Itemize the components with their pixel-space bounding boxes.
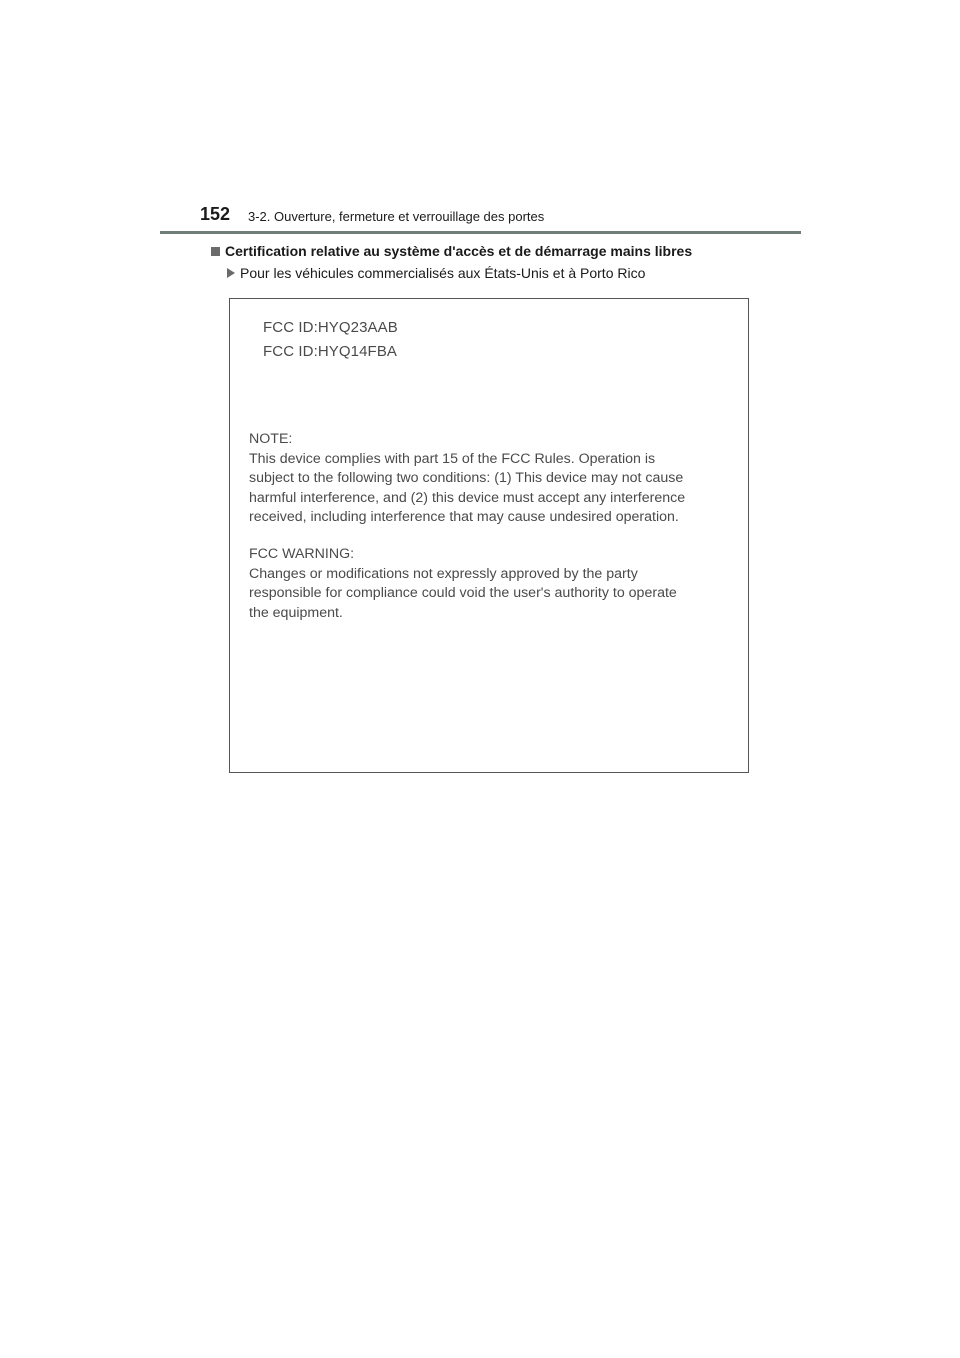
warning-line: responsible for compliance could void the user's authority to operate [249,585,677,602]
fcc-id-line: FCC ID:HYQ14FBA [263,343,398,360]
note-line: received, including interference that may cause undesired operation. [249,509,679,526]
warning-title: FCC WARNING: [249,546,355,562]
note-line: harmful interference, and (2) this device must accept any interference [249,489,686,506]
fcc-label-image [229,298,749,773]
page-number: 152 [200,204,231,224]
warning-line: Changes or modifications not expressly approved by the party [249,565,638,582]
heading-text: Certification relative au système d'accès et de démarrage mains libres [225,243,693,259]
fcc-id-line: FCC ID:HYQ23AAB [263,319,398,336]
sub-heading [227,265,645,281]
header-divider [160,231,801,234]
note-block [249,430,739,528]
note-line: subject to the following two conditions: (1) This device may not cause [249,470,684,487]
section-heading [211,243,692,259]
sub-heading-text: Pour les véhicules commercialisés aux États-Unis et à Porto Rico [240,265,646,281]
section-header: 3-2. Ouverture, fermeture et verrouillage des portes [248,209,545,224]
note-line: This device complies with part 15 of the FCC Rules. Operation is [249,450,656,467]
square-bullet-icon [211,247,220,256]
triangle-bullet-icon [227,268,235,278]
warning-block [249,545,739,623]
note-title: NOTE: [249,431,293,447]
warning-line: the equipment. [249,604,343,621]
